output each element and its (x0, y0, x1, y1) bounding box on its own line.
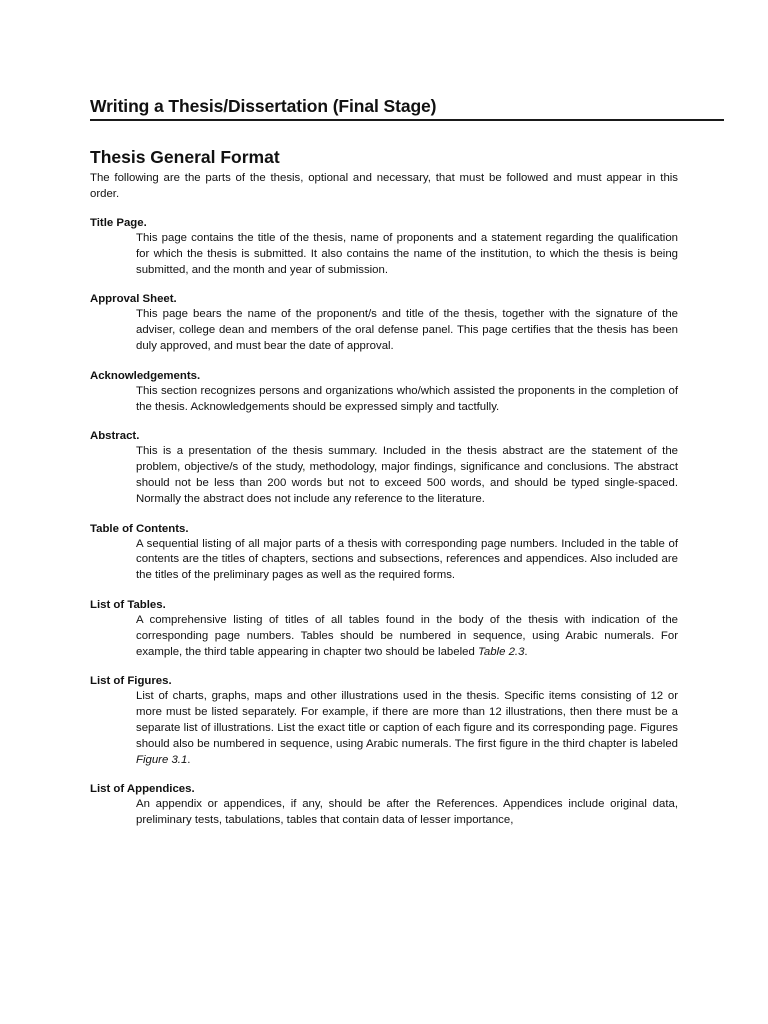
part-heading: List of Figures. (90, 675, 172, 688)
part-body-text: List of charts, graphs, maps and other illustrations used in the thesis. Specific items consisting of 12 or more must be listed separately. For example, if there are more than 12 illustrations, then there must be a separate list of illustrations. List the exact title or caption of each figure and its corresponding page. Figures should also be numbered in sequence, using Arabic numerals. The first figure in the third chapter is labeled (136, 690, 678, 750)
part-heading: Approval Sheet. (90, 293, 177, 306)
part-heading: List of Tables. (90, 598, 166, 611)
part-body: This page bears the name of the proponent/s and title of the thesis, together with the signature of the adviser, college dean and members of the oral defense panel. This page certifies that the thesis has been duly approved, and must bear the date of approval. (136, 308, 678, 352)
document-title: Writing a Thesis/Dissertation (Final Stage) (90, 96, 437, 116)
part-heading: Title Page. (90, 217, 147, 229)
part-approval-sheet (90, 291, 678, 354)
part-heading: Acknowledgements. (90, 369, 201, 382)
part-list-of-figures (90, 673, 678, 768)
part-body: A sequential listing of all major parts of a thesis with corresponding page numbers. Included in the table of contents are the titles of chapters, sections and subsections, references and appendices. Also included are the titles of the preliminary pages as well as the required forms. (136, 537, 678, 582)
part-body: This section recognizes persons and organizations who/which assisted the proponents in the completion of the thesis. Acknowledgements should be expressed simply and tactfully. (136, 384, 678, 413)
part-body (136, 613, 678, 660)
part-body: This page contains the title of the thesis, name of proponents and a statement regarding the qualification for which the thesis is submitted. It also contains the name of the institution, to which the thesis is being submitted, and the month and year of submission. (136, 232, 678, 276)
document-content (90, 146, 678, 842)
part-table-of-contents (90, 521, 678, 584)
part-heading: Abstract. (90, 430, 140, 443)
part-body: An appendix or appendices, if any, should be after the References. Appendices include original data, preliminary tests, tabulations, tables that contain data of lesser importance, (136, 798, 678, 827)
part-acknowledgements (90, 368, 678, 416)
part-list-of-appendices (90, 781, 678, 829)
section-title: Thesis General Format (90, 147, 280, 167)
part-body-text: A comprehensive listing of titles of all tables found in the body of the thesis with indication of the corresponding page numbers. Tables should be numbered in sequence, using Arabic numerals. For example, the third table appearing in chapter two should be labeled (136, 613, 678, 658)
part-body-text-end: . (524, 645, 528, 658)
part-title-page (90, 215, 678, 278)
part-body-emphasis: Table 2.3 (477, 645, 525, 658)
part-heading: Table of Contents. (90, 522, 189, 535)
part-list-of-tables (90, 597, 678, 660)
part-body: This is a presentation of the thesis summary. Included in the thesis abstract are the statement of the problem, objective/s of the study, methodology, major findings, significance and conclusions. The abstract should not be less than 200 words but not to exceed 500 words, and should be typed single-spaced. Normally the abstract does not include any reference to the literature. (136, 445, 678, 505)
part-body (136, 689, 678, 768)
part-abstract (90, 428, 678, 507)
part-heading: List of Appendices. (90, 783, 195, 796)
intro-paragraph: The following are the parts of the thesis, optional and necessary, that must be followed and must appear in this order. (90, 172, 678, 200)
part-body-emphasis: Figure 3.1 (136, 753, 188, 766)
document-header (90, 95, 724, 121)
part-body-text-end: . (187, 753, 191, 766)
